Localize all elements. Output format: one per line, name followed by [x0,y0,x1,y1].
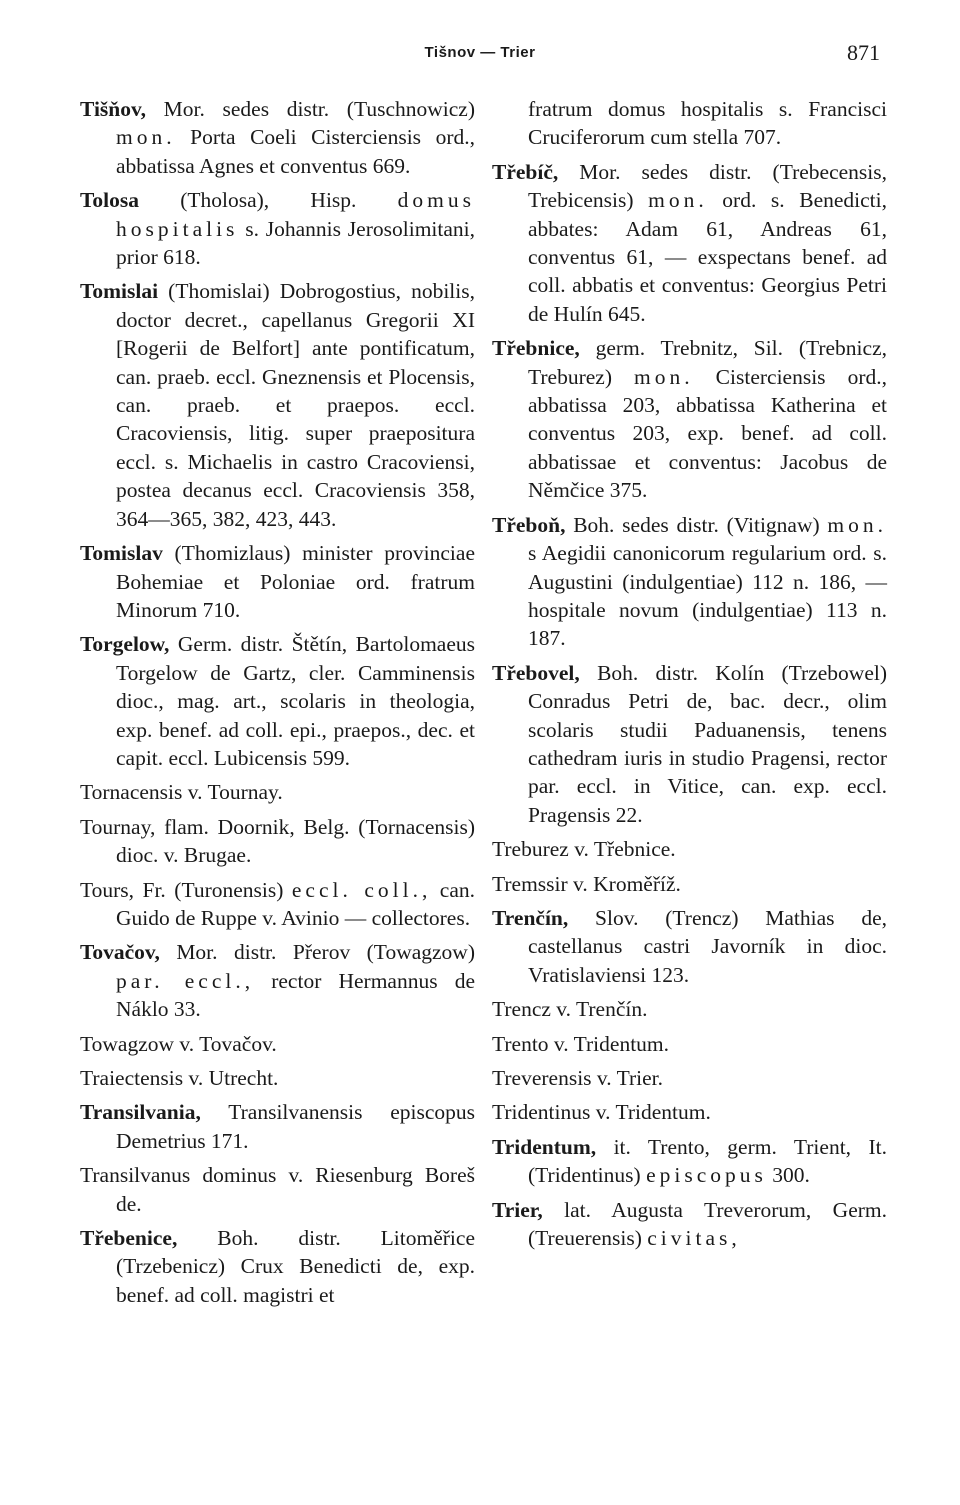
entry-text: Trento v. Tridentum. [492,1031,670,1056]
index-entry [492,835,887,863]
entry-text: (Thomizlaus) minister provinciae Bohemiae et Poloniae ord. fratrum Minorum 710. [116,541,475,622]
entry-text: 300. [766,1163,810,1188]
entry-text: can. Guido de Ruppe v. Avinio — collectores. [116,877,476,930]
entry-text: Trencz v. Trenčín. [492,997,648,1022]
index-entry [80,539,475,624]
entry-text: lat. Augusta Treverorum, Germ. (Treuerensis) [528,1197,887,1251]
entry-text: Tremssir v. Kroměříž. [492,871,681,896]
entry-text: Tornacensis v. Tournay. [80,780,283,805]
entry-text: Transilvanensis episcopus Demetrius 171. [116,1100,475,1153]
entry-headword: Tovačov, [80,940,160,965]
entry-headword: Třebnice, [492,336,580,361]
index-entry [492,158,887,328]
index-entry [80,876,475,933]
entry-spaced-term: civitas, [647,1226,741,1251]
entry-text: s. Johannis Jerosolimitani, prior 618. [116,216,475,270]
entry-headword: Tomislai [80,279,159,304]
entry-text: Treverensis v. Trier. [492,1066,664,1090]
entry-spaced-term: mon. [634,364,694,389]
index-entry [492,904,887,989]
index-entry [80,1098,475,1155]
entry-spaced-term: mon. [648,188,708,213]
entry-text: Towagzow v. Tovačov. [80,1031,277,1056]
entry-text: Porta Coeli Cisterciensis ord., abbatissa Agnes et conventus 669. [116,125,475,178]
entry-headword: Třebenice, [80,1226,178,1251]
entry-headword: Tridentum, [492,1134,597,1159]
running-head: Tišnov — Trier [424,44,536,61]
index-entry [492,334,887,504]
index-entry [80,1161,475,1218]
index-entry [492,1133,887,1190]
entry-spaced-term: par. eccl., [116,968,255,993]
index-entry [80,1064,475,1092]
index-entry [80,630,475,772]
entry-text: it. Trento, germ. Trient, It. (Tridentinus) [528,1134,887,1188]
entry-text: rector Hermannus de Náklo 33. [116,968,475,1022]
page-header [80,40,880,76]
entry-headword: Tišňov, [80,97,146,121]
entry-text: fratrum domus hospitalis s. Francisci Cruciferorum cum stella 707. [528,97,887,150]
entry-spaced-term: domus hospitalis [116,188,475,241]
index-entry [492,995,887,1023]
entry-text: Traiectensis v. Utrecht. [80,1066,279,1090]
index-entry [80,1030,475,1058]
entry-text: Slov. (Trencz) Mathias de, castellanus castri Javorník in dioc. Vratislaviensi 123. [528,905,887,987]
entry-text: (Tholosa), Hisp. [138,188,398,213]
index-entry [492,1030,887,1058]
index-entry [80,938,475,1023]
index-entry [492,1064,887,1092]
entry-text: Transilvanus dominus v. Riesenburg Boreš de. [80,1163,475,1216]
entry-text: germ. Trebnitz, Sil. (Trebnicz, Treburez) [528,336,887,389]
index-entry [492,1098,887,1126]
entry-headword: Tomislav [80,541,163,566]
index-entry [80,1224,475,1309]
index-entry [80,186,475,271]
entry-text: Tours, Fr. (Turonensis) [80,877,292,902]
entry-headword: Tolosa [80,188,139,213]
right-column [492,95,887,1258]
index-entry [492,95,887,152]
left-column [80,95,475,1315]
entry-headword: Torgelow, [80,632,170,657]
entry-text: Boh. sedes distr. (Vitignaw) [565,512,828,537]
entry-headword: Trier, [492,1197,543,1222]
entry-headword: Trenčín, [492,905,569,930]
entry-spaced-term: episcopus [646,1163,767,1188]
entry-text: Boh. distr. Litoměřice (Trzebenicz) Crux Benedicti de, exp. benef. ad coll. magistri et [116,1226,475,1307]
index-entry [80,277,475,533]
entry-text: Cisterciensis ord., abbatissa 203, abbatissa Katherina et conventus 203, exp. benef. ad coll. abbatissae et conventus: Jacobus de Němčice 375. [528,364,887,503]
entry-text: ord. s. Benedicti, abbates: Adam 61, Andreas 61, conventus 61, — exspectans benef. ad coll. abbatis et conventus: Georgius Petri de Hulín 645. [528,188,887,326]
index-entry [80,95,475,180]
index-entry [492,511,887,653]
entry-text: Mor. sedes distr. (Tuschnowicz) [145,97,475,121]
entry-headword: Třebovel, [492,660,580,685]
entry-text: (Thomislai) Dobrogostius, nobilis, doctor decret., capellanus Gregorii XI [Rogerii de Belfort] ante pontificatum, can. praeb. eccl. Gneznensis et Plocensis, can. praeb. et praepos. eccl. Cracoviensis, litig. super praepositura eccl. s. Michaelis in castro Cracoviensi, postea decanus eccl. Cracoviensis 358, 364—365, 382, 423, 443. [116,279,475,531]
entry-text: Boh. distr. Kolín (Trzebowel) Conradus Petri de, bac. decr., olim scolaris studii Paduanensis, tenens cathedram iuris in studio Pragensi, rector par. eccl. in Vitice, can. exp. eccl. Pragensis 22. [528,660,887,827]
page-number: 871 [847,40,880,65]
entry-text: Tournay, flam. Doornik, Belg. (Tornacensis) dioc. v. Brugae. [80,814,475,868]
entry-headword: Třebíč, [492,159,559,184]
index-entry [492,1196,887,1253]
entry-headword: Třeboň, [492,512,566,537]
entry-headword: Transilvania, [80,1100,201,1125]
entry-spaced-term: eccl. coll., [291,877,432,902]
entry-text: Mor. distr. Přerov (Towagzow) [159,940,475,965]
entry-text: Tridentinus v. Tridentum. [492,1100,711,1125]
index-entry [492,870,887,898]
index-entry [80,778,475,806]
entry-text: Treburez v. Třebnice. [492,837,676,862]
entry-text: Germ. distr. Štětín, Bartolomaeus Torgelow de Gartz, cler. Camminensis dioc., mag. art., scolaris in theologia, exp. benef. ad coll. epi., praepos., dec. et capit. eccl. Lubicensis 599. [116,632,475,770]
index-entry [80,813,475,870]
index-entry [492,659,887,829]
entry-spaced-term: mon. [827,512,887,537]
entry-text: s Aegidii canonicorum regularium ord. s. Augustini (indulgentiae) 112 n. 186, — hospitale novum (indulgentiae) 113 n. 187. [528,541,887,651]
entry-text: Mor. sedes distr. (Trebecensis, Trebicensis) [528,159,887,213]
entry-spaced-term: mon. [116,125,176,150]
